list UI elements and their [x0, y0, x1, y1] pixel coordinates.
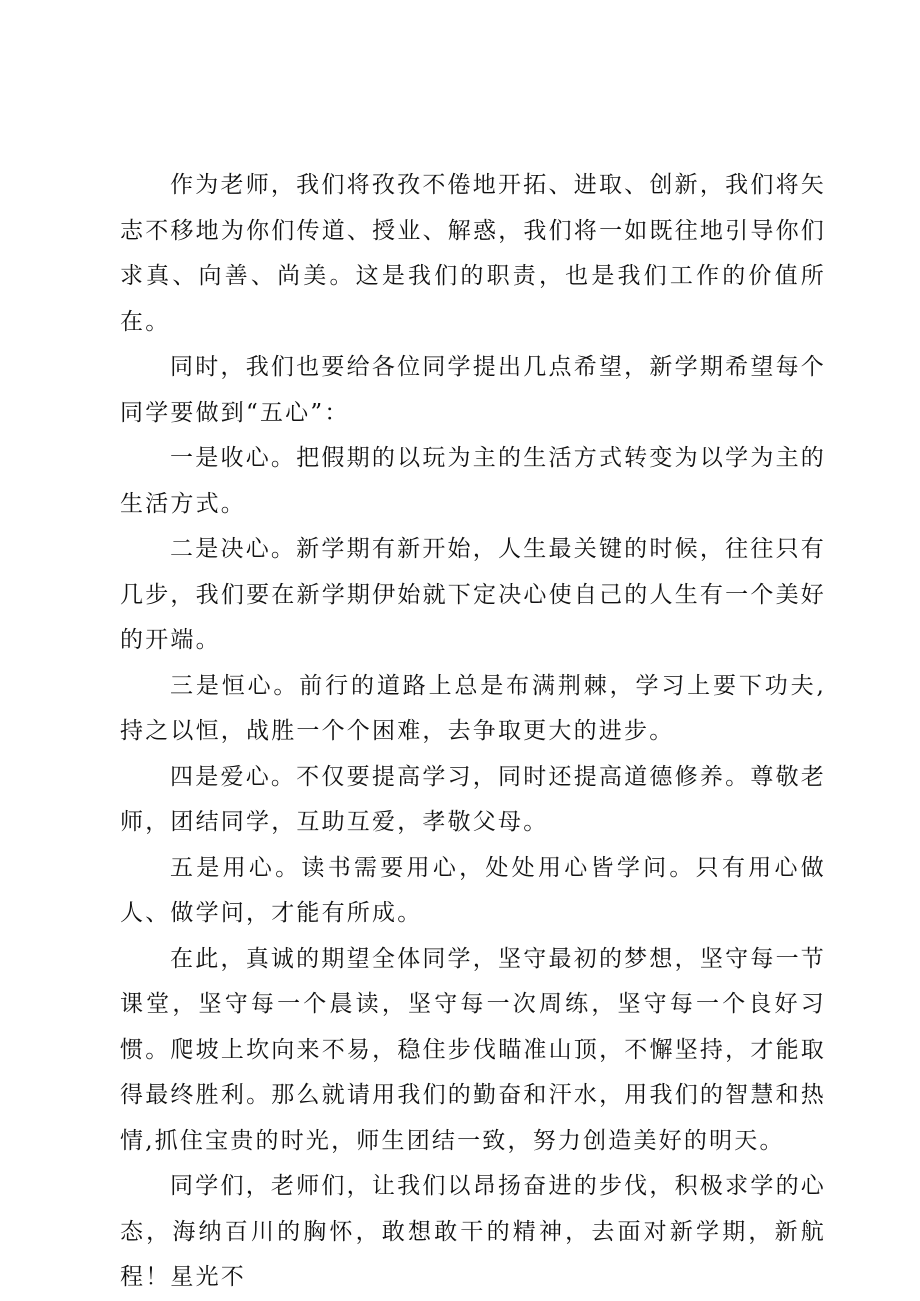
paragraph-heart-1: 一是收心。把假期的以玩为主的生活方式转变为以学为主的生活方式。	[120, 445, 826, 517]
paragraph-teacher-commitment: 作为老师，我们将孜孜不倦地开拓、进取、创新，我们将矢志不移地为你们传道、授业、解惑，我们将一如既往地引导你们求真、向善、尚美。这是我们的职责，也是我们工作的价值所在。	[120, 172, 826, 335]
paragraph-heart-4: 四是爱心。不仅要提高学习，同时还提高道德修养。尊敬老师，团结同学，互助互爱，孝敬父母。	[120, 763, 826, 835]
paragraph-heart-5: 五是用心。读书需要用心，处处用心皆学问。只有用心做人、做学问，才能有所成。	[120, 854, 826, 926]
document-body	[120, 163, 826, 1301]
paragraph-expectation: 在此，真诚的期望全体同学，坚守最初的梦想，坚守每一节课堂，坚守每一个晨读，坚守每一次周练，坚守每一个良好习惯。爬坡上坎向来不易，稳住步伐瞄准山顶，不懈坚持，才能取得最终胜利。那么就请用我们的勤奋和汗水，用我们的智慧和热情,抓住宝贵的时光，师生团结一致，努力创造美好的明天。	[120, 945, 826, 1154]
paragraph-heart-2: 二是决心。新学期有新开始，人生最关键的时候，往往只有几步，我们要在新学期伊始就下定决心使自己的人生有一个美好的开端。	[120, 536, 826, 653]
paragraph-closing: 同学们，老师们，让我们以昂扬奋进的步伐，积极求学的心态，海纳百川的胸怀，敢想敢干的精神，去面对新学期，新航程！星光不	[120, 1173, 826, 1290]
paragraph-heart-3: 三是恒心。前行的道路上总是布满荆棘，学习上要下功夫,持之以恒，战胜一个个困难，去争取更大的进步。	[120, 672, 826, 744]
paragraph-five-hearts-intro: 同时，我们也要给各位同学提出几点希望，新学期希望每个同学要做到“五心”：	[120, 354, 826, 426]
